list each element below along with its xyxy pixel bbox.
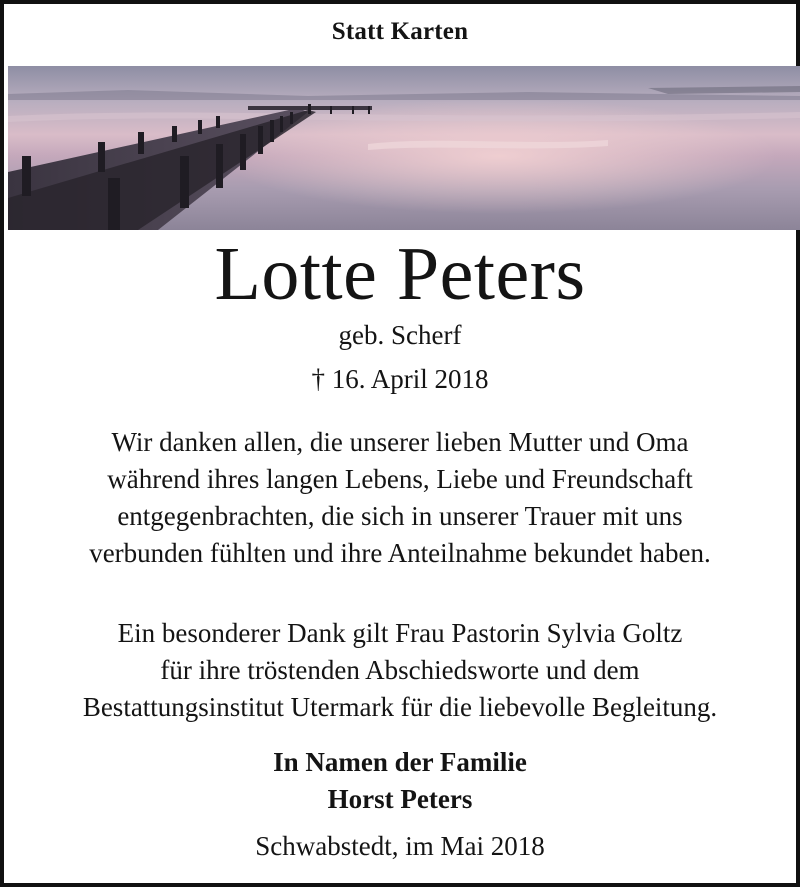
- signature-line-1: In Namen der Familie: [273, 747, 527, 777]
- signature: [4, 744, 796, 818]
- deceased-name: Lotte Peters: [214, 232, 586, 316]
- jetty-lake-photo: [8, 66, 800, 230]
- signature-line-2: Horst Peters: [327, 784, 473, 814]
- thanks-paragraph-1: [4, 424, 796, 572]
- death-date: † 16. April 2018: [311, 364, 489, 394]
- photo-image: [8, 66, 800, 230]
- birth-name: geb. Scherf: [338, 320, 462, 350]
- text-line: Ein besonderer Dank gilt Frau Pastorin Sylvia Goltz: [117, 618, 683, 648]
- text-line: für ihre tröstenden Abschiedsworte und dem: [160, 655, 640, 685]
- text-line: verbunden fühlten und ihre Anteilnahme bekundet haben.: [89, 538, 711, 568]
- text-line: entgegenbrachten, die sich in unserer Trauer mit uns: [117, 501, 683, 531]
- header-title: Statt Karten: [331, 18, 469, 45]
- text-line: während ihres langen Lebens, Liebe und Freundschaft: [107, 464, 693, 494]
- thanks-paragraph-2: [4, 615, 796, 726]
- text-line: Wir danken allen, die unserer lieben Mutter und Oma: [111, 427, 689, 457]
- text-line: Bestattungsinstitut Utermark für die liebevolle Begleitung.: [82, 692, 718, 722]
- place-date: Schwabstedt, im Mai 2018: [255, 831, 545, 861]
